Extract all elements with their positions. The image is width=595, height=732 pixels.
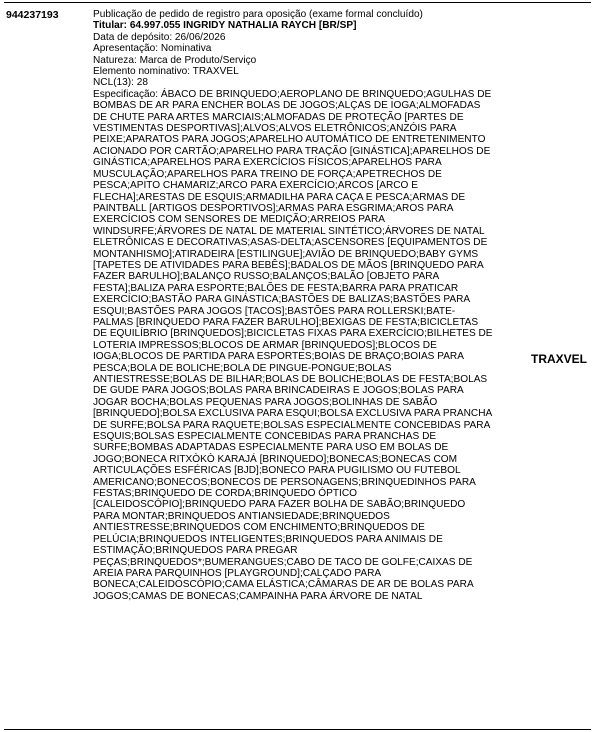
specification-line: DE EQUILÍBRIO [BRINQUEDOS];BICICLETAS FIXAS PARA EXERCÍCIO;BILHETES DE bbox=[93, 328, 493, 340]
process-number: 944237193 bbox=[6, 9, 59, 21]
specification-line: FLECHA];ARESTAS DE ESQUIS;ARMADILHA PARA CAÇA E PESCA;ARMAS DE bbox=[93, 191, 466, 203]
specification-line: FAZER BARULHO];BALANÇO RUSSO;BALANÇOS;BALÃO [OBJETO PARA bbox=[93, 271, 440, 283]
specification-line: JOGAR BOCHA;BOLAS PEQUENAS PARA JOGOS;BOLINHAS DE SABÃO bbox=[93, 396, 438, 408]
specification-line: PALMAS [BRINQUEDO PARA FAZER BARULHO];BEXIGAS DE FESTA;BICICLETAS bbox=[93, 316, 479, 328]
specification-line: ESQUIS;BOLSAS ESPECIALMENTE CONCEBIDAS PARA PRANCHAS DE bbox=[93, 431, 437, 443]
top-divider bbox=[4, 2, 591, 3]
specification-line: WINDSURFE;ÁRVORES DE NATAL DE MATERIAL SINTÉTICO;ÁRVORES DE NATAL bbox=[93, 225, 485, 237]
deposit-date: Data de depósito: 26/06/2026 bbox=[93, 31, 226, 43]
specification-line: PELÚCIA;BRINQUEDOS INTELIGENTES;BRINQUEDOS PARA ANIMAIS DE bbox=[93, 533, 443, 545]
specification-line: AREIA PARA PARQUINHOS [PLAYGROUND];CALÇADO PARA bbox=[93, 567, 382, 579]
specification-line: [BRINQUEDO];BOLSA EXCLUSIVA PARA ESQUI;BOLSA EXCLUSIVA PARA PRANCHA bbox=[93, 408, 493, 420]
specification-line: ARTICULAÇÕES ESFÉRICAS [BJD];BONECO PARA PUGILISMO OU FUTEBOL bbox=[93, 465, 461, 477]
specification-line: [CALEIDOSCÓPIO];BRINQUEDO PARA FAZER BOLHA DE SABÃO;BRINQUEDO bbox=[93, 499, 466, 511]
specification-line: FESTA];BALIZA PARA ESPORTE;BALÕES DE FESTA;BARRA PARA PRATICAR bbox=[93, 282, 459, 294]
specification-line: PEIXE;APARATOS PARA JOGOS;APARELHO AUTOMÁTICO DE ENTRETENIMENTO bbox=[93, 134, 486, 146]
specification-line: ACIONADO POR CARTÃO;APARELHO PARA TRAÇÃO [GINÁSTICA];APARELHOS DE bbox=[93, 145, 491, 157]
specification-line: PEÇAS;BRINQUEDOS*;BUMERANGUES;CABO DE TACO DE GOLFE;CAIXAS DE bbox=[93, 556, 473, 568]
specification-line: ANTIESTRESSE;BOLAS DE BILHAR;BOLAS DE BOLICHE;BOLAS DE FESTA;BOLAS bbox=[93, 374, 488, 385]
specification-line: PESCA;APITO CHAMARIZ;ARCO PARA EXERCÍCIO;ARCOS [ARCO E bbox=[93, 180, 418, 192]
specification-line: SURFE;BOMBAS ADAPTADAS ESPECIALMENTE PARA USO EM BOLAS DE bbox=[93, 442, 449, 454]
specification-line: ELETRÔNICAS E DECORATIVAS;ASAS-DELTA;ASCENSORES [EQUIPAMENTOS DE bbox=[93, 237, 488, 249]
specification-line: BOMBAS DE AR PARA ENCHER BOLAS DE JOGOS;ALÇAS DE IOGA;ALMOFADAS bbox=[93, 100, 481, 112]
specification-line: ESTIMAÇÃO;BRINQUEDOS PARA PREGAR bbox=[93, 545, 298, 557]
presentation: Apresentação: Nominativa bbox=[93, 43, 212, 55]
specification bbox=[93, 88, 493, 602]
specification-line: GINÁSTICA;APARELHOS PARA EXERCÍCIOS FÍSICOS;APARELHOS PARA bbox=[93, 157, 442, 169]
specification-line: BONECA;CALEIDOSCÓPIO;CAMA ELÁSTICA;CÂMARAS DE AR DE BOLAS PARA bbox=[93, 579, 474, 591]
specification-line: MONTANHISMO];ATIRADEIRA [ESTILINGUE];AVIÃO DE BRINQUEDO;BABY GYMS bbox=[93, 248, 479, 260]
specification-line: EXERCÍCIO;BASTÃO PARA GINÁSTICA;BASTÕES DE BALIZAS;BASTÕES PARA bbox=[93, 294, 471, 306]
bottom-divider bbox=[4, 729, 591, 730]
specification-line: DE SURFE;BOLSA PARA RAQUETE;BOLSAS ESPECIALMENTE CONCEBIDAS PARA bbox=[93, 419, 491, 431]
specification-line: Especificação: ÁBACO DE BRINQUEDO;AEROPLANO DE BRINQUEDO;AGULHAS DE bbox=[93, 88, 492, 100]
specification-line: ANTIESTRESSE;BRINQUEDOS COM ENCHIMENTO;BRINQUEDOS DE bbox=[93, 522, 425, 534]
specification-line: DE CHUTE PARA ARTES MARCIAIS;ALMOFADAS DE PROTEÇÃO [PARTES DE bbox=[93, 111, 464, 123]
nominative-element: Elemento nominativo: TRAXVEL bbox=[93, 66, 239, 78]
specification-line: DE GUDE PARA JOGOS;BOLAS PARA BRINCADEIRAS E JOGOS;BOLAS PARA bbox=[93, 385, 464, 397]
specification-line: JOGO;BONECA RITXÒKÒ KARAJÁ [BRINQUEDO];BONECAS;BONECAS COM bbox=[93, 453, 458, 465]
specification-line: FESTAS;BRINQUEDO DE CORDA;BRINQUEDO ÓPTICO bbox=[93, 488, 357, 500]
mark-name: TRAXVEL bbox=[531, 352, 588, 366]
specification-line: LOTERIA IMPRESSOS;BLOCOS DE ARMAR [BRINQUEDOS];BLOCOS DE bbox=[93, 339, 437, 351]
specification-line: EXERCÍCIOS COM SENSORES DE MEDIÇÃO;ARREIOS PARA bbox=[93, 214, 386, 226]
specification-line: MUSCULAÇÃO;APARELHOS PARA TREINO DE FORÇA;APETRECHOS DE bbox=[93, 168, 442, 180]
nature: Natureza: Marca de Produto/Serviço bbox=[93, 54, 257, 66]
specification-line: JOGOS;CAMAS DE BONECAS;CAMPAINHA PARA ÁRVORE DE NATAL bbox=[93, 590, 423, 602]
specification-line: VESTIMENTAS DESPORTIVAS];ALVOS;ALVOS ELETRÔNICOS;ANZÓIS PARA bbox=[93, 123, 457, 135]
specification-line: AMERICANO;BONECOS;BONECOS DE PERSONAGENS;BRINQUEDINHOS PARA bbox=[93, 476, 476, 488]
specification-line: [TAPETES DE ATIVIDADES PARA BEBÊS];BADALOS DE MÃOS [BRINQUEDO PARA bbox=[93, 259, 484, 271]
specification-line: PARA MONTAR;BRINQUEDOS ANTIANSIEDADE;BRINQUEDOS bbox=[93, 510, 390, 522]
publication-type: Publicação de pedido de registro para oposição (exame formal concluído) bbox=[93, 9, 423, 20]
record-details bbox=[93, 9, 493, 602]
specification-line: PAINTBALL [ARTIGOS DESPORTIVOS];ARMAS PARA ESGRIMA;AROS PARA bbox=[93, 202, 454, 214]
specification-line: IOGA;BLOCOS DE PARTIDA PARA ESPORTES;BOIAS DE BRAÇO;BOIAS PARA bbox=[93, 351, 464, 363]
ncl-class: NCL(13): 28 bbox=[93, 77, 148, 89]
specification-line: ESQUI;BASTÕES PARA JOGOS [TACOS];BASTÕES PARA ROLLERSKI;BATE- bbox=[93, 305, 456, 317]
titular: Titular: 64.997.055 INGRIDY NATHALIA RAYCH [BR/SP] bbox=[93, 20, 357, 32]
specification-line: PESCA;BOLA DE BOLICHE;BOLA DE PINGUE-PONGUE;BOLAS bbox=[93, 362, 392, 374]
